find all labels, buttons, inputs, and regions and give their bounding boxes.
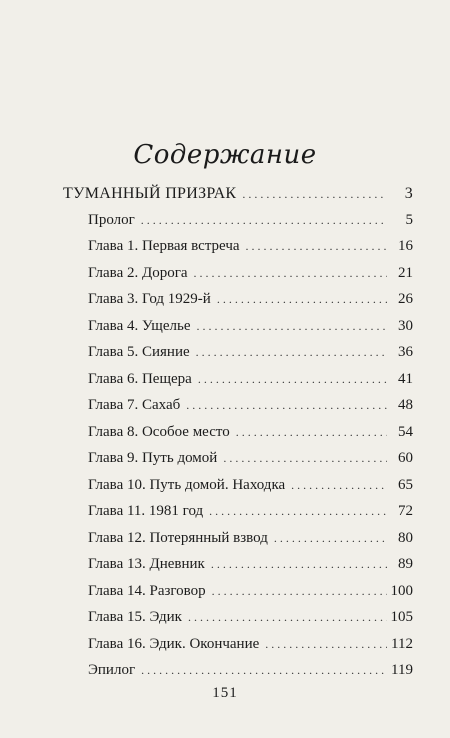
toc-entry-page: 112 bbox=[391, 635, 413, 652]
dot-leader bbox=[196, 345, 387, 360]
dot-leader bbox=[194, 266, 387, 281]
toc-entry-label: Эпилог bbox=[88, 662, 136, 678]
dot-leader bbox=[246, 239, 387, 254]
toc-entry-chapter-3 bbox=[88, 291, 413, 317]
toc-entry-page: 119 bbox=[391, 662, 413, 678]
toc-entry-page: 26 bbox=[398, 291, 413, 307]
toc-entry-page: 36 bbox=[398, 344, 413, 360]
toc-entry-chapter-10 bbox=[88, 477, 413, 503]
toc-entry-page: 100 bbox=[390, 582, 413, 599]
toc-entry-label: Глава 6. Пещера bbox=[88, 370, 192, 387]
toc-entry-chapter-7 bbox=[88, 397, 413, 423]
toc-entry-page: 16 bbox=[398, 238, 413, 254]
toc-entry-page: 5 bbox=[405, 211, 413, 228]
toc-entry-page: 21 bbox=[398, 264, 413, 281]
toc-entry-prologue bbox=[88, 212, 413, 238]
toc-entry-chapter-16 bbox=[88, 636, 413, 662]
toc-entry-label: Глава 5. Сияние bbox=[88, 344, 190, 360]
dot-leader bbox=[236, 425, 387, 440]
toc-entry-page: 105 bbox=[390, 609, 413, 625]
dot-leader bbox=[198, 372, 387, 387]
toc-entry-label: Глава 4. Ущелье bbox=[88, 317, 191, 334]
toc-entry-label: Глава 14. Разговор bbox=[88, 582, 206, 599]
toc-entry-label: Глава 12. Потерянный взвод bbox=[88, 529, 268, 546]
toc-entry-chapter-13 bbox=[88, 556, 413, 582]
dot-leader bbox=[223, 451, 387, 466]
toc-entry-label: Глава 3. Год 1929-й bbox=[88, 291, 211, 307]
toc-entry-page: 65 bbox=[398, 476, 413, 493]
toc-entry-label: Глава 2. Дорога bbox=[88, 264, 188, 281]
dot-leader bbox=[242, 187, 387, 202]
toc-entry-chapter-9 bbox=[88, 450, 413, 476]
page-title: Содержание bbox=[133, 140, 317, 170]
toc-entry-label: Глава 11. 1981 год bbox=[88, 503, 204, 519]
toc-entry-chapter-5 bbox=[88, 344, 413, 370]
toc-entry-page: 72 bbox=[398, 503, 413, 519]
toc-entry-chapter-14 bbox=[88, 583, 413, 609]
toc-entry-page: 3 bbox=[404, 185, 413, 202]
dot-leader bbox=[212, 584, 387, 599]
toc-entry-chapter-2 bbox=[88, 265, 413, 291]
toc-entry-label: Глава 1. Первая встреча bbox=[88, 238, 240, 254]
toc-entry-page: 80 bbox=[398, 529, 413, 546]
toc-entry-label: Глава 8. Особое место bbox=[88, 423, 230, 440]
toc-entry-label: Глава 7. Сахаб bbox=[88, 397, 181, 413]
toc-entry-label: Глава 9. Путь домой bbox=[88, 450, 218, 466]
dot-leader bbox=[265, 637, 387, 652]
toc-entry-chapter-8 bbox=[88, 424, 413, 450]
toc-entry-page: 89 bbox=[398, 556, 413, 572]
dot-leader bbox=[209, 504, 387, 519]
dot-leader bbox=[274, 531, 387, 546]
toc-entry-label: Пролог bbox=[88, 211, 135, 228]
toc-entry-page: 48 bbox=[398, 397, 413, 413]
toc-entry-chapter-15 bbox=[88, 609, 413, 635]
toc-entry-label: Глава 10. Путь домой. Находка bbox=[88, 476, 286, 493]
toc-entry-page: 30 bbox=[398, 317, 413, 334]
toc-entry-page: 60 bbox=[398, 450, 413, 466]
toc-entry-chapter-11 bbox=[88, 503, 413, 529]
toc-entry-chapter-1 bbox=[88, 238, 413, 264]
dot-leader bbox=[186, 398, 387, 413]
dot-leader bbox=[196, 319, 387, 334]
dot-leader bbox=[188, 610, 387, 625]
page-number: 151 bbox=[212, 685, 238, 701]
toc-entry-chapter-4 bbox=[88, 318, 413, 344]
toc-entry-chapter-12 bbox=[88, 530, 413, 556]
dot-leader bbox=[217, 292, 387, 307]
dot-leader bbox=[141, 663, 387, 678]
toc-entry-page: 41 bbox=[398, 370, 413, 387]
toc-entry-part bbox=[63, 185, 413, 211]
dot-leader bbox=[141, 213, 387, 228]
toc-entry-label: Глава 13. Дневник bbox=[88, 556, 205, 572]
dot-leader bbox=[211, 557, 387, 572]
toc-entry-label: ТУМАННЫЙ ПРИЗРАК bbox=[63, 185, 237, 202]
toc-entry-page: 54 bbox=[398, 423, 413, 440]
toc-entry-chapter-6 bbox=[88, 371, 413, 397]
toc-entry-label: Глава 15. Эдик bbox=[88, 609, 182, 625]
dot-leader bbox=[291, 478, 387, 493]
toc-entry-label: Глава 16. Эдик. Окончание bbox=[88, 635, 260, 652]
